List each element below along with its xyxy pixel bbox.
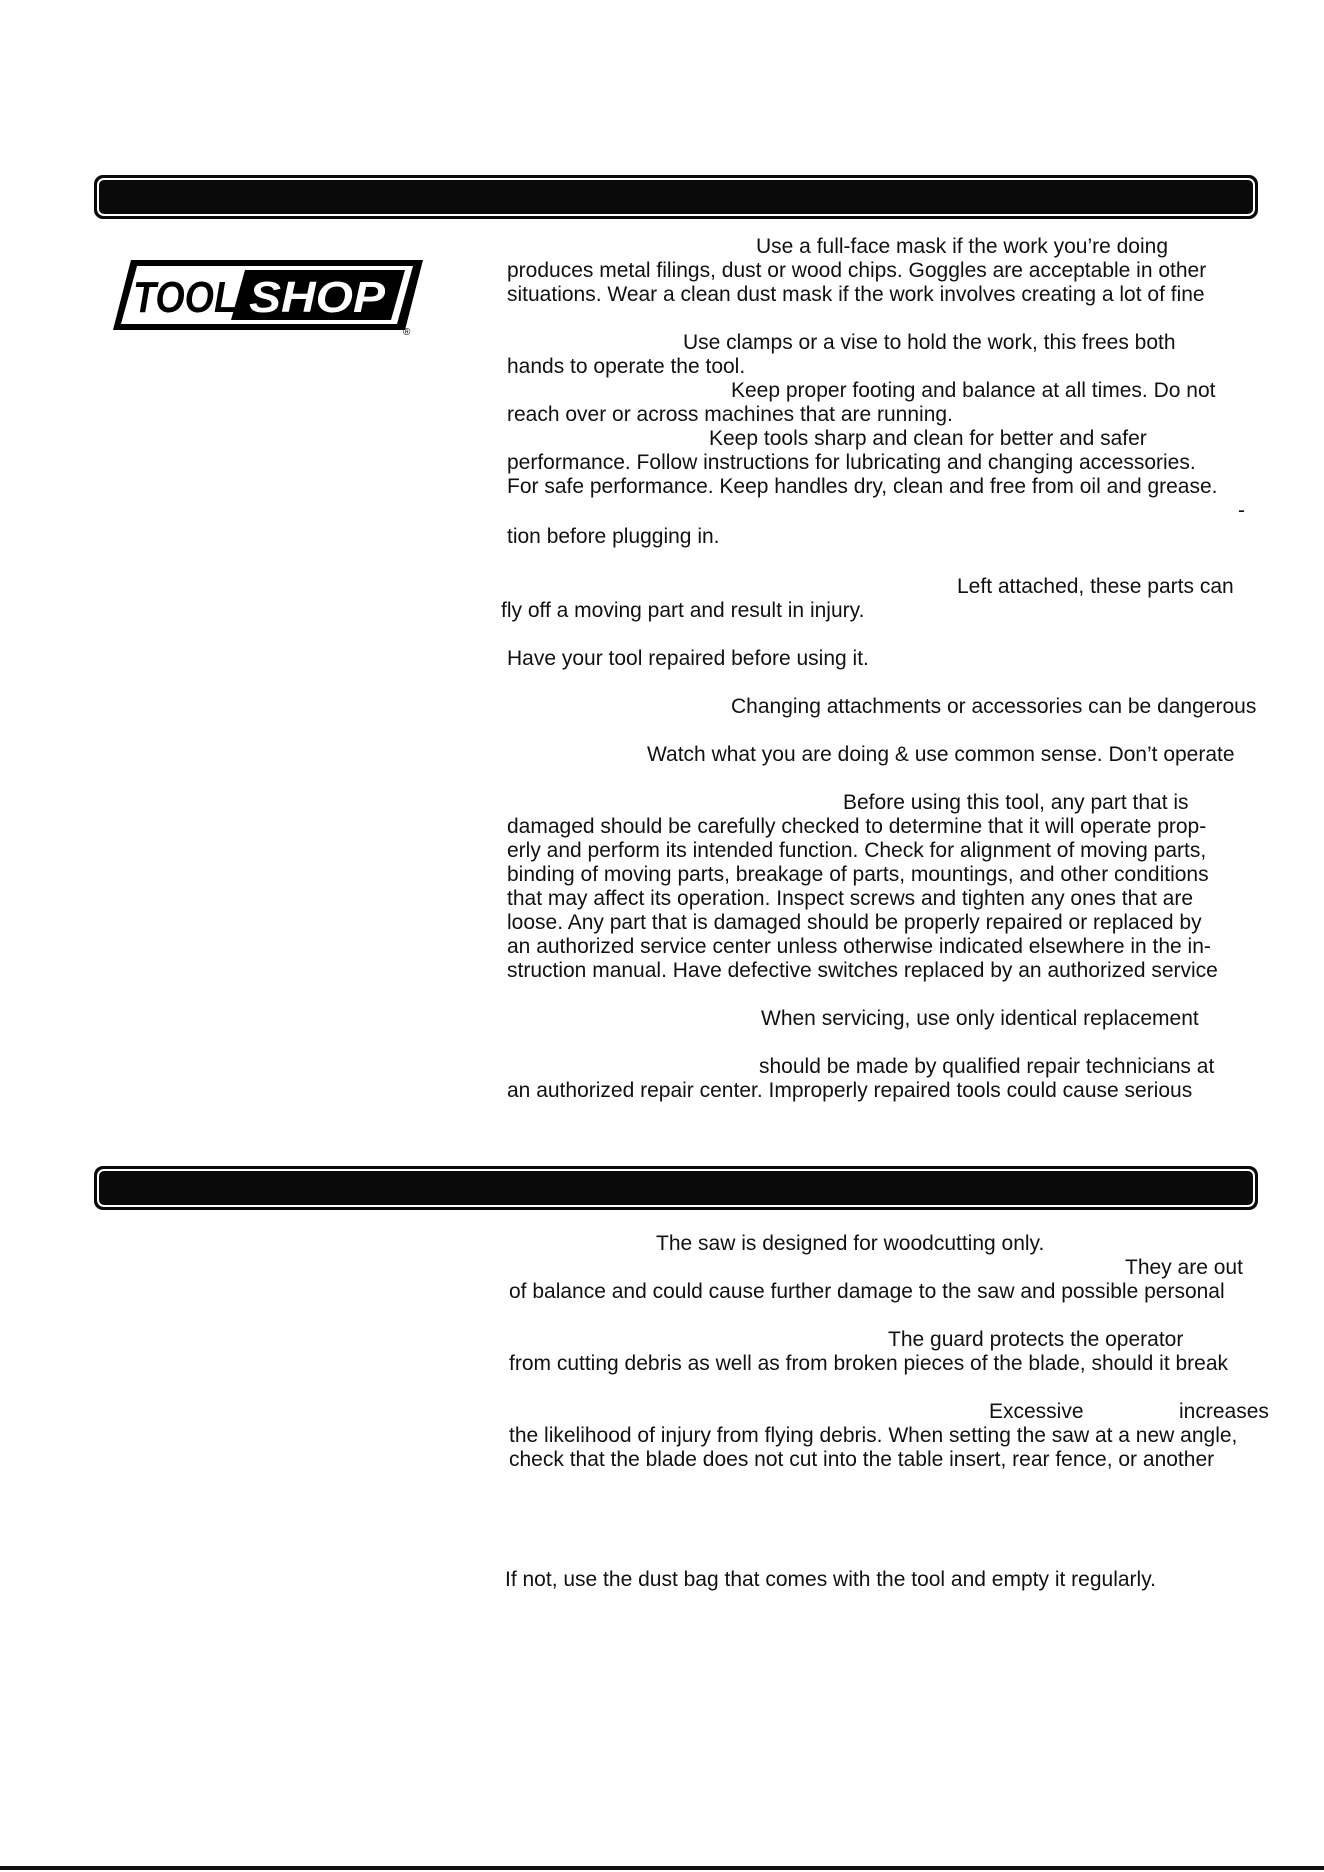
- logo-text-tool: TOOL: [133, 273, 237, 322]
- section2-line: from cutting debris as well as from broken pieces of the blade, should it break: [509, 1352, 1229, 1375]
- section1-line: Watch what you are doing & use common sense. Don’t operate: [647, 743, 1235, 766]
- section1-line: tion before plugging in.: [507, 525, 720, 548]
- section-header-bar-1: [94, 175, 1258, 219]
- section1-line: should be made by qualified repair technicians at: [759, 1055, 1215, 1078]
- section1-line: Left attached, these parts can: [957, 575, 1234, 598]
- section1-line: fly off a moving part and result in injury.: [501, 599, 865, 622]
- section1-line: Have your tool repaired before using it.: [507, 647, 869, 670]
- section2-line: If not, use the dust bag that comes with the tool and empty it regularly.: [505, 1568, 1156, 1591]
- section2-line: the likelihood of injury from flying debris. When setting the saw at a new angle,: [509, 1424, 1238, 1447]
- section1-line: situations. Wear a clean dust mask if the work involves creating a lot of fine: [507, 283, 1205, 306]
- section1-line: Use clamps or a vise to hold the work, this frees both: [683, 331, 1176, 354]
- section1-line: Before using this tool, any part that is: [843, 791, 1189, 814]
- section-header-bar-2: [94, 1166, 1258, 1210]
- section1-line: binding of moving parts, breakage of parts, mountings, and other conditions: [507, 863, 1209, 886]
- section2-line: Excessive: [989, 1400, 1084, 1423]
- section1-line: struction manual. Have defective switches replaced by an authorized service: [507, 959, 1218, 982]
- section2-line: increases: [1179, 1400, 1269, 1423]
- registered-mark: ®: [403, 327, 411, 336]
- section1-line: Use a full-face mask if the work you’re doing: [756, 235, 1169, 258]
- section1-line: Keep proper footing and balance at all times. Do not: [731, 379, 1216, 402]
- section1-line: reach over or across machines that are running.: [507, 403, 953, 426]
- logo-text-shop: SHOP: [249, 273, 386, 322]
- section1-line: produces metal filings, dust or wood chips. Goggles are acceptable in other: [507, 259, 1207, 282]
- section2-line: The guard protects the operator: [888, 1328, 1184, 1351]
- section1-line: an authorized service center unless otherwise indicated elsewhere in the in-: [507, 935, 1211, 958]
- section1-line: hands to operate the tool.: [507, 355, 746, 378]
- section1-line: When servicing, use only identical replacement: [761, 1007, 1199, 1030]
- section1-line: -: [1238, 499, 1245, 522]
- section1-line: that may affect its operation. Inspect screws and tighten any ones that are: [507, 887, 1194, 910]
- section1-line: For safe performance. Keep handles dry, clean and free from oil and grease.: [507, 475, 1218, 498]
- section1-line: Keep tools sharp and clean for better and safer: [709, 427, 1147, 450]
- tool-shop-logo: [113, 258, 423, 336]
- footer-rule: [0, 1866, 1324, 1870]
- section2-line: The saw is designed for woodcutting only.: [656, 1232, 1045, 1255]
- section2-line: of balance and could cause further damage to the saw and possible personal: [509, 1280, 1225, 1303]
- section1-line: damaged should be carefully checked to determine that it will operate prop-: [507, 815, 1207, 838]
- section1-line: loose. Any part that is damaged should be properly repaired or replaced by: [507, 911, 1202, 934]
- section2-line: They are out: [1125, 1256, 1243, 1279]
- section1-line: performance. Follow instructions for lubricating and changing accessories.: [507, 451, 1196, 474]
- section1-line: an authorized repair center. Improperly repaired tools could cause serious: [507, 1079, 1193, 1102]
- section1-line: erly and perform its intended function. Check for alignment of moving parts,: [507, 839, 1207, 862]
- section1-line: Changing attachments or accessories can be dangerous: [731, 695, 1257, 718]
- section2-line: check that the blade does not cut into the table insert, rear fence, or another: [509, 1448, 1215, 1471]
